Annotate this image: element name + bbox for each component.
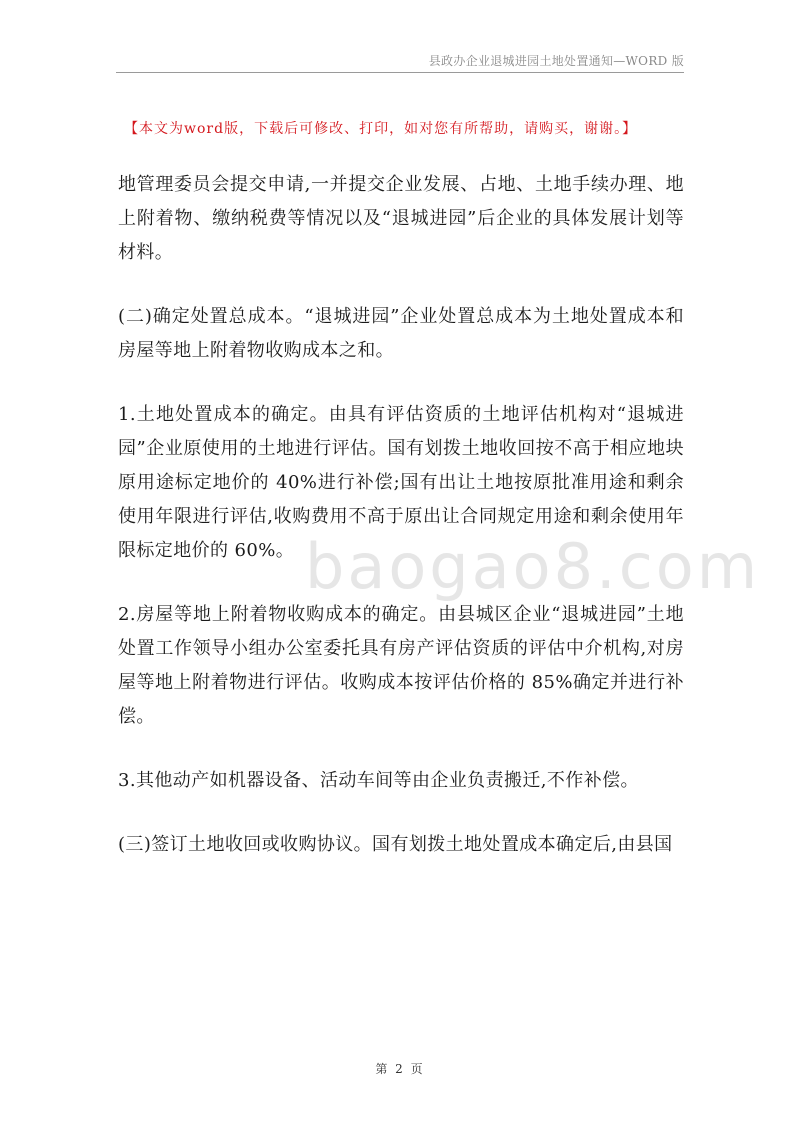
paragraph-agreement: (三)签订土地收回或收购协议。国有划拨土地处置成本确定后,由县国: [118, 834, 673, 855]
header-divider: [116, 72, 684, 73]
paragraph-application: 地管理委员会提交申请,一并提交企业发展、占地、土地手续办理、地上附着物、缴纳税费等情况以及“退城进园”后企业的具体发展计划等材料。: [118, 174, 684, 263]
paragraph-total-cost: (二)确定处置总成本。“退城进园”企业处置总成本为土地处置成本和房屋等地上附着物收购成本之和。: [118, 306, 684, 361]
paragraph-building-cost: 2.房屋等地上附着物收购成本的确定。由县城区企业“退城进园”土地处置工作领导小组办公室委托具有房产评估资质的评估中介机构,对房屋等地上附着物进行评估。收购成本按评估价格的 85%确定并进行补偿。: [118, 604, 684, 727]
document-body: [118, 168, 684, 892]
paragraph-land-cost: 1.土地处置成本的确定。由具有评估资质的土地评估机构对“退城进园”企业原使用的土地进行评估。国有划拨土地收回按不高于相应地块原用途标定地价的 40%进行补偿;国有出让土地按原批准用途和剩余使用年限进行评估,收购费用不高于原出让合同规定用途和剩余使用年限标定地价的 60%。: [118, 404, 684, 561]
page-header: 县政办企业退城进园土地处置通知—WORD 版: [428, 54, 684, 68]
paragraph-movable-property: 3.其他动产如机器设备、活动车间等由企业负责搬迁,不作补偿。: [118, 770, 639, 791]
watermark: baogao8.com: [305, 530, 761, 603]
purchase-notice: 【本文为word版，下载后可修改、打印，如对您有所帮助，请购买，谢谢。】: [124, 121, 638, 137]
page-number: 第 2 页: [375, 1062, 425, 1076]
